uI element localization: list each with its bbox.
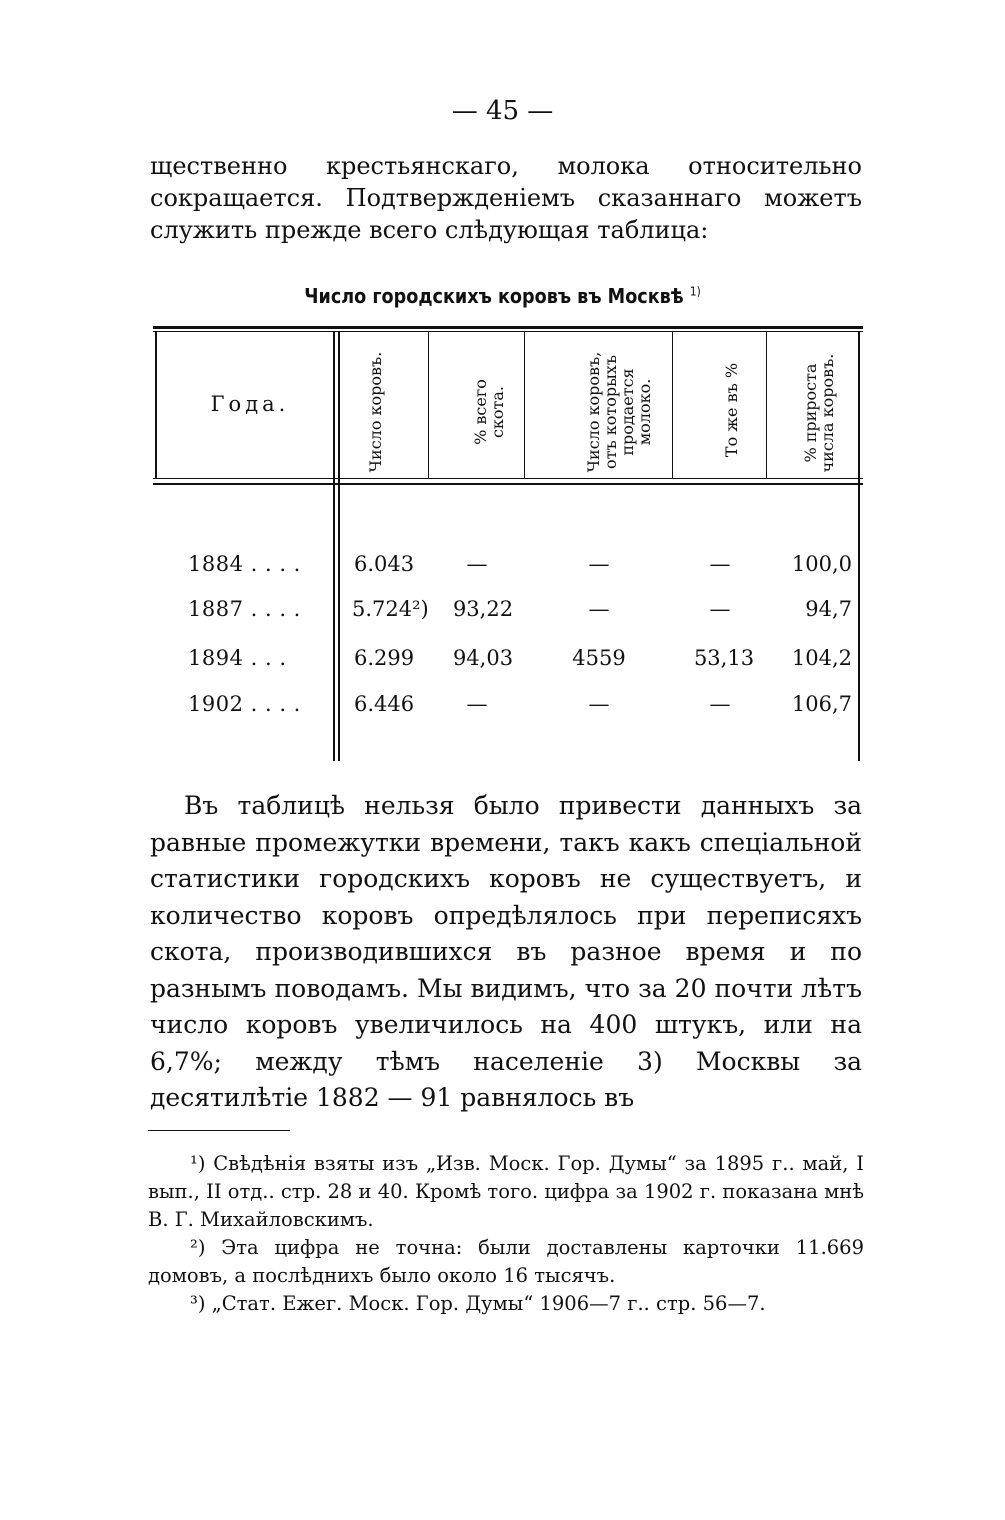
row-year: 1884 . . . . <box>188 552 301 576</box>
footnote-2: ²) Эта цифра не точна: были доставлены карточки 11.669 домовъ, а послѣднихъ было около 16 тысячъ. <box>148 1236 864 1287</box>
col-divider-5 <box>766 331 767 478</box>
body-text: Въ таблицѣ нельзя было привести данныхъ за равные промежутки времени, такъ какъ спеціальной статистики городскихъ коровъ не существуетъ, и количество коровъ опредѣлялось при переписяхъ скота, производившихся въ разное время и по разнымъ поводамъ. Мы видимъ, что за 20 почти лѣтъ число коровъ увеличилось на 400 штукъ, или на 6,7%; между тѣмъ населеніе 3) Москвы за десятилѣтіе 1882 — 91 равнялось въ <box>150 791 862 1112</box>
row-pct-cattle: — <box>466 552 488 576</box>
row-pct-cattle: — <box>466 692 488 716</box>
table-left-border <box>155 331 157 478</box>
footnote-rule <box>148 1130 290 1131</box>
footnotes <box>148 1150 864 1318</box>
row-same-pct: — <box>709 597 731 621</box>
header-bottom-rule <box>153 478 863 479</box>
row-same-pct: — <box>709 692 731 716</box>
row-pct-cattle: 93,22 <box>452 597 514 621</box>
row-growth: 106,7 <box>791 692 852 716</box>
header-cows-selling: Число коровъ, отъ которыхъ продается молоко. <box>584 351 654 473</box>
footnote-1: ¹) Свѣдѣнія взяты изъ „Изв. Моск. Гор. Думы“ за 1895 г.. май, I вып., II отд.. стр. 28 и 40. Кромѣ того. цифра за 1902 г. показана мнѣ В. Г. Михайловскимъ. <box>148 1152 864 1231</box>
intro-text: щественно крестьянскаго, молока относительно сокращается. Подтвержденіемъ сказаннаго можетъ служить прежде всего слѣдующая таблица: <box>150 152 862 244</box>
row-selling: — <box>588 552 610 576</box>
col-divider-1 <box>333 331 335 761</box>
header-bottom-rule-2 <box>153 483 863 485</box>
row-year: 1894 . . . <box>188 646 287 670</box>
body-paragraph <box>150 788 862 1117</box>
page-number: — 45 — <box>451 96 554 126</box>
header-pct-growth: % прироста числа коровъ. <box>801 353 837 473</box>
row-same-pct: 53,13 <box>693 646 755 670</box>
row-selling: 4559 <box>572 646 626 670</box>
row-growth: 100,0 <box>791 552 852 576</box>
row-growth: 104,2 <box>791 646 852 670</box>
table-top-rule <box>153 326 863 329</box>
col-divider-3 <box>524 331 525 478</box>
row-same-pct: — <box>709 552 731 576</box>
row-cows: 5.724²) <box>352 597 429 621</box>
table-title <box>60 284 944 308</box>
row-year: 1887 . . . . <box>188 597 301 621</box>
row-cows: 6.043 <box>354 552 415 576</box>
col-divider-2 <box>428 331 429 478</box>
header-year: Года. <box>210 392 290 416</box>
row-cows: 6.446 <box>354 692 415 716</box>
table-top-rule-2 <box>153 331 863 332</box>
header-pct-cattle: % всего скота. <box>471 379 507 445</box>
col-divider-1b <box>338 331 340 761</box>
col-divider-4 <box>672 331 673 478</box>
row-year: 1902 . . . . <box>188 692 301 716</box>
header-same-pct: То же въ % <box>722 362 741 458</box>
row-growth: 94,7 <box>805 597 852 621</box>
row-selling: — <box>588 597 610 621</box>
row-selling: — <box>588 692 610 716</box>
table-title-text: Число городскихъ коровъ въ Москвѣ <box>304 284 684 308</box>
intro-paragraph <box>150 150 862 246</box>
row-cows: 6.299 <box>354 646 415 670</box>
row-pct-cattle: 94,03 <box>452 646 514 670</box>
table-right-border <box>858 331 860 761</box>
header-cows: Число коровъ. <box>366 351 385 473</box>
footnote-3: ³) „Стат. Ежег. Моск. Гор. Думы“ 1906—7 г.. стр. 56—7. <box>190 1292 766 1315</box>
table-title-note: 1) <box>689 284 701 299</box>
